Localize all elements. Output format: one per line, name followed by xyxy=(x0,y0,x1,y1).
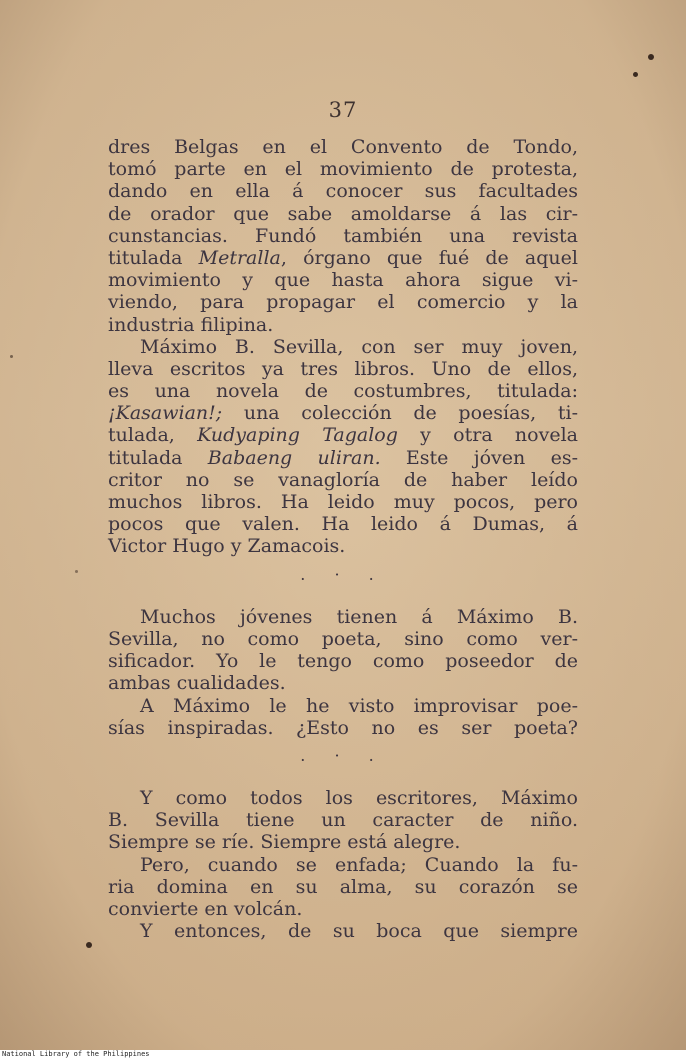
text-run: B. Sevilla tiene un caracter de niño. xyxy=(108,809,578,832)
text-run: A Máximo le he visto improvisar poe- xyxy=(140,694,578,717)
italic-title: Kudyaping Tagalog xyxy=(197,424,398,447)
ink-speck xyxy=(75,570,78,573)
text-line xyxy=(108,876,578,898)
text-run: una colección de poesías, ti- xyxy=(222,402,578,425)
text-line xyxy=(108,269,578,291)
ink-speck xyxy=(648,54,654,60)
text-run: pocos que valen. Ha leido á Dumas, á xyxy=(108,513,578,536)
text-run: , órgano que fué de aquel xyxy=(280,246,578,269)
text-run: Y entonces, de su boca que siempre xyxy=(140,920,578,943)
text-line xyxy=(108,787,578,809)
ink-speck xyxy=(10,355,13,358)
text-line xyxy=(108,898,578,920)
text-run: movimiento y que hasta ahora sigue vi- xyxy=(108,269,578,292)
text-line xyxy=(108,809,578,831)
text-run: Pero, cuando se enfada; Cuando la fu- xyxy=(140,853,578,876)
text-line xyxy=(108,358,578,380)
text-line xyxy=(108,513,578,535)
page-number: 37 xyxy=(328,98,358,122)
text-run: Victor Hugo y Zamacois. xyxy=(108,535,346,558)
italic-title: ¡Kasawian!; xyxy=(108,402,223,425)
text-run: Este jóven es- xyxy=(380,446,578,469)
text-run: industria filipina. xyxy=(108,313,274,336)
text-run: muchos libros. Ha leido muy pocos, pero xyxy=(108,491,578,513)
text-line xyxy=(108,606,578,628)
ink-speck xyxy=(86,942,92,948)
text-run: Siempre se ríe. Siempre está alegre. xyxy=(108,831,461,854)
text-run: cunstancias. Fundó también una revista xyxy=(108,224,578,247)
text-run: Máximo B. Sevilla, con ser muy joven, xyxy=(140,335,578,358)
text-line xyxy=(108,920,578,942)
text-line xyxy=(108,717,578,739)
section-separator: . · . xyxy=(300,564,386,584)
text-line xyxy=(108,136,578,158)
text-run: ria domina en su alma, su corazón se xyxy=(108,875,578,898)
text-run: Muchos jóvenes tienen á Máximo B. xyxy=(140,605,578,628)
text-run: lleva escritos ya tres libros. Uno de ellos, xyxy=(108,357,578,380)
text-run: Sevilla, no como poeta, sino como ver- xyxy=(108,627,578,650)
text-line xyxy=(108,380,578,402)
section-separator: . · . xyxy=(300,745,386,765)
text-line xyxy=(108,469,578,491)
text-run: titulada xyxy=(108,246,199,269)
text-line xyxy=(108,535,578,557)
text-line xyxy=(108,854,578,876)
text-line xyxy=(108,203,578,225)
text-line xyxy=(108,491,578,513)
text-run: sías inspiradas. ¿Esto no es ser poeta? xyxy=(108,716,578,739)
text-line xyxy=(108,831,578,853)
text-run: tulada, xyxy=(108,424,198,447)
text-run: y otra novela xyxy=(397,424,578,447)
text-line xyxy=(108,314,578,336)
text-line xyxy=(108,672,578,694)
text-line xyxy=(108,336,578,358)
text-run: titulada xyxy=(108,446,208,469)
text-run: de orador que sabe amoldarse á las cir- xyxy=(108,202,578,225)
text-run: convierte en volcán. xyxy=(108,898,303,920)
body-text xyxy=(108,136,578,942)
text-run: dando en ella á conocer sus facultades xyxy=(108,180,578,203)
text-run: tomó parte en el movimiento de protesta, xyxy=(108,158,578,181)
text-line xyxy=(108,158,578,180)
text-run: Y como todos los escritores, Máximo xyxy=(140,787,578,810)
text-line xyxy=(108,180,578,202)
text-run: viendo, para propagar el comercio y la xyxy=(108,291,578,314)
library-footer: National Library of the Philippines xyxy=(0,1050,686,1058)
text-run: ambas cualidades. xyxy=(108,672,286,695)
text-line xyxy=(108,447,578,469)
text-line xyxy=(108,291,578,313)
italic-title: Babaeng uliran. xyxy=(207,446,381,469)
text-line xyxy=(108,225,578,247)
text-line xyxy=(108,628,578,650)
text-line xyxy=(108,247,578,269)
text-run: es una novela de costumbres, titulada: xyxy=(108,380,578,403)
text-line xyxy=(108,650,578,672)
ink-speck xyxy=(633,72,638,77)
text-run: dres Belgas en el Convento de Tondo, xyxy=(108,136,578,158)
text-line xyxy=(108,402,578,424)
text-line xyxy=(108,424,578,446)
italic-title: Metralla xyxy=(198,246,281,269)
text-line xyxy=(108,695,578,717)
text-run: sificador. Yo le tengo como poseedor de xyxy=(108,650,578,673)
text-run: critor no se vanagloría de haber leído xyxy=(108,468,578,491)
